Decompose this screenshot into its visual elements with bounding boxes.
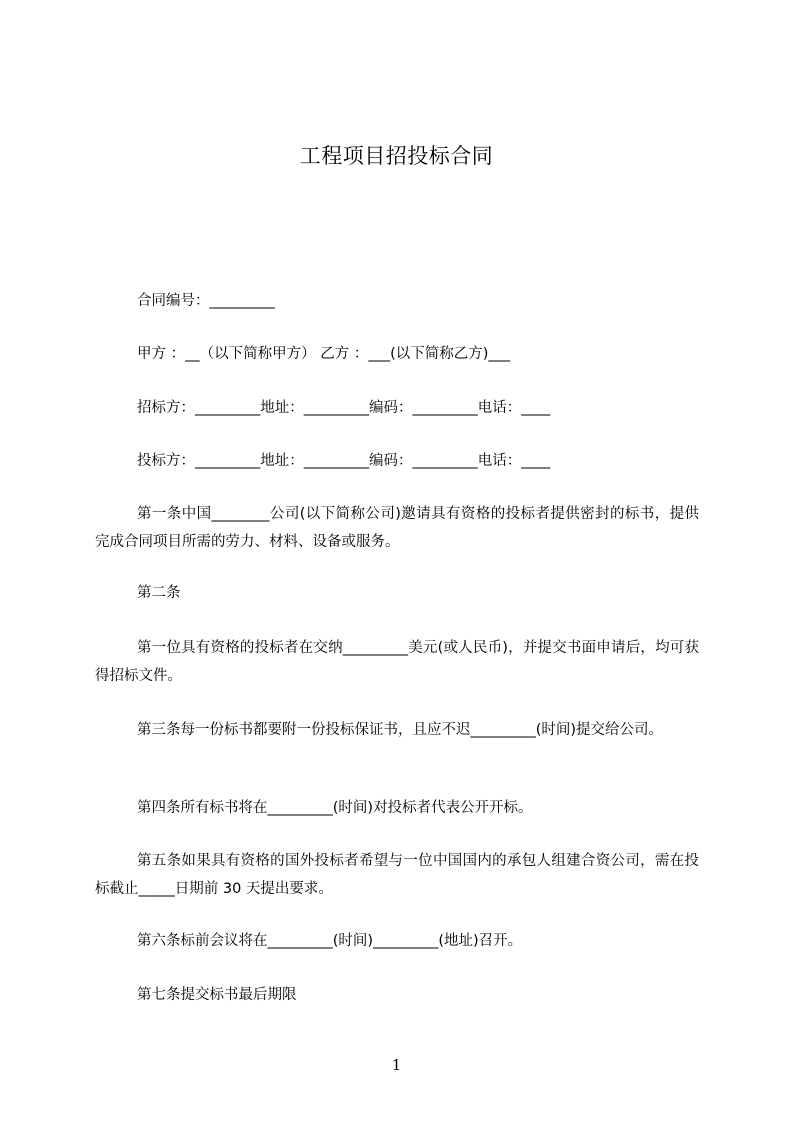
article-2-heading: 第二条 <box>137 585 181 601</box>
contract-number-line: 合同编号：_________ <box>137 293 275 309</box>
article-1-paragraph: 第一条中国________公司(以下简称公司)邀请具有资格的投标者提供密封的标书，提供完成合同项目所需的劳力、材料、设备或服务。 <box>95 506 699 550</box>
article-4-line: 第四条所有标书将在_________(时间)对投标者代表公开开标。 <box>137 800 533 816</box>
article-7-line: 第七条提交标书最后期限 <box>137 987 297 1003</box>
article-6-line: 第六条标前会议将在_________(时间)_________(地址)召开。 <box>137 933 523 949</box>
article-2-paragraph: 第一位具有资格的投标者在交纳_________美元(或人民币)，并提交书面申请后，均可获得招标文件。 <box>95 640 699 684</box>
bidder-info-line: 投标方：_________地址：_________编码：_________电话：____ <box>137 453 551 469</box>
article-5-paragraph: 第五条如果具有资格的国外投标者希望与一位中国国内的承包人组建合资公司，需在投标截止_____日期前 30 天提出要求。 <box>95 853 699 897</box>
article-3-paragraph: 第三条每一份标书都要附一份投标保证书，且应不迟_________(时间)提交给公司。 <box>137 722 664 738</box>
parties-line: 甲方 ：__（以下简称甲方） 乙方 ：___(以下简称乙方)___ <box>137 346 511 362</box>
document-title: 工程项目招投标合同 <box>299 144 494 168</box>
tenderer-info-line: 招标方：_________地址：_________编码：_________电话：____ <box>137 400 551 416</box>
page-number: 1 <box>391 1056 402 1074</box>
